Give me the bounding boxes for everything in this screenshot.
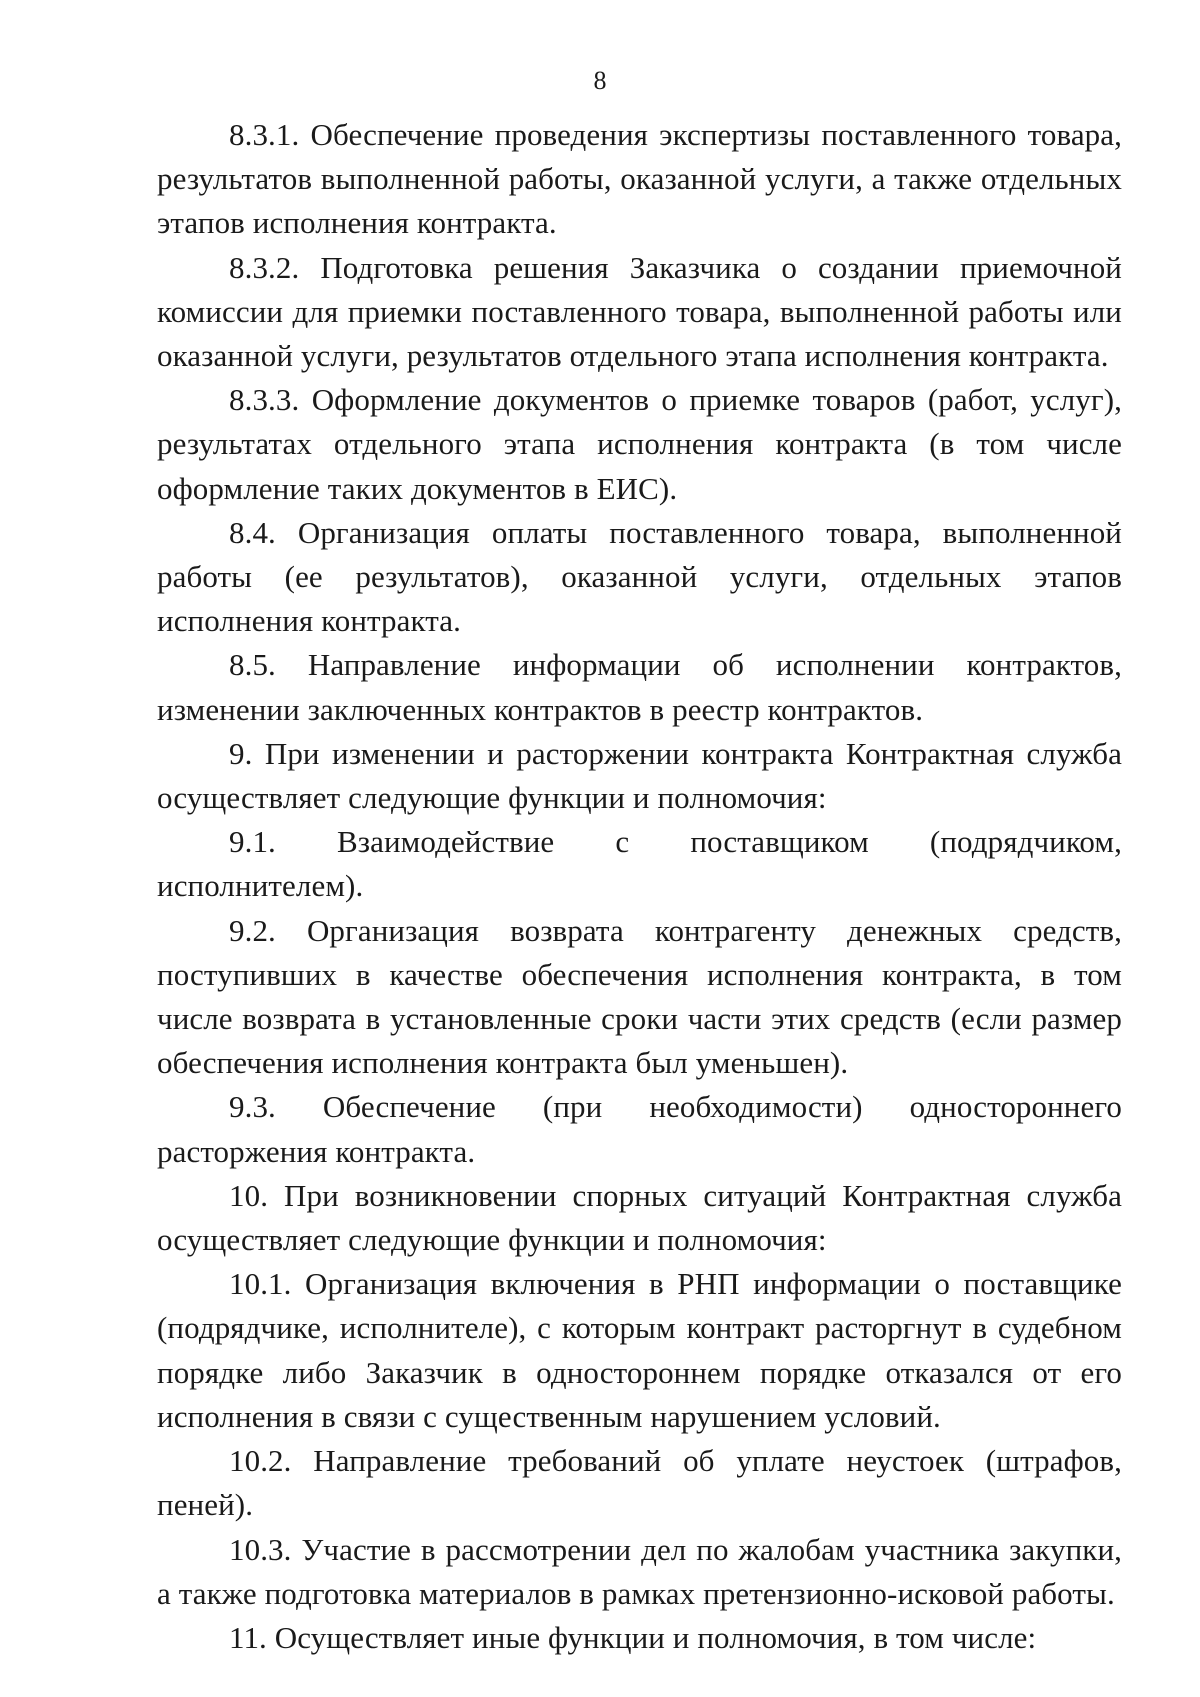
page-number: 8 xyxy=(593,66,607,95)
paragraph-8-3-2: 8.3.2. Подготовка решения Заказчика о создании приемочной комиссии для приемки поставленного товара, выполненной работы или оказанной услуги, результатов отдельного этапа исполнения контракта. xyxy=(157,249,1122,374)
paragraph-11: 11. Осуществляет иные функции и полномочия, в том числе: xyxy=(229,1619,1037,1655)
paragraph-10: 10. При возникновении спорных ситуаций Контрактная служба осуществляет следующие функции и полномочия: xyxy=(157,1177,1122,1258)
paragraph-8-5: 8.5. Направление информации об исполнении контрактов, изменении заключенных контрактов в реестр контрактов. xyxy=(157,647,1122,727)
document-body xyxy=(157,113,1122,1660)
paragraph-10-3: 10.3. Участие в рассмотрении дел по жалобам участника закупки, а также подготовка материалов в рамках претензионно-исковой работы. xyxy=(157,1531,1122,1611)
paragraph-9-2: 9.2. Организация возврата контрагенту денежных средств, поступивших в качестве обеспечения исполнения контракта, в том числе возврата в установленные сроки части этих средств (если размер обеспечения исполнения контракта был уменьшен). xyxy=(157,912,1122,1081)
paragraph-8-3-3: 8.3.3. Оформление документов о приемке товаров (работ, услуг), результатах отдельного этапа исполнения контракта (в том числе оформление таких документов в ЕИС). xyxy=(157,382,1122,506)
paragraph-8-4: 8.4. Организация оплаты поставленного товара, выполненной работы (ее результатов), оказанной услуги, отдельных этапов исполнения контракта. xyxy=(157,514,1122,639)
paragraph-10-2: 10.2. Направление требований об уплате неустоек (штрафов, пеней). xyxy=(157,1443,1122,1523)
paragraph-9-3: 9.3. Обеспечение (при необходимости) одностороннего расторжения контракта. xyxy=(157,1089,1122,1169)
paragraph-10-1: 10.1. Организация включения в РНП информации о поставщике (подрядчике, исполнителе), с которым контракт расторгнут в судебном порядке либо Заказчик в одностороннем порядке отказался от его исполнения в связи с существенным нарушением условий. xyxy=(157,1266,1122,1434)
paragraph-9: 9. При изменении и расторжении контракта Контрактная служба осуществляет следующие функции и полномочия: xyxy=(157,735,1122,816)
paragraph-9-1: 9.1. Взаимодействие с поставщиком (подрядчиком, исполнителем). xyxy=(157,824,1122,904)
paragraph-8-3-1: 8.3.1. Обеспечение проведения экспертизы поставленного товара, результатов выполненной работы, оказанной услуги, а также отдельных этапов исполнения контракта. xyxy=(157,117,1122,241)
